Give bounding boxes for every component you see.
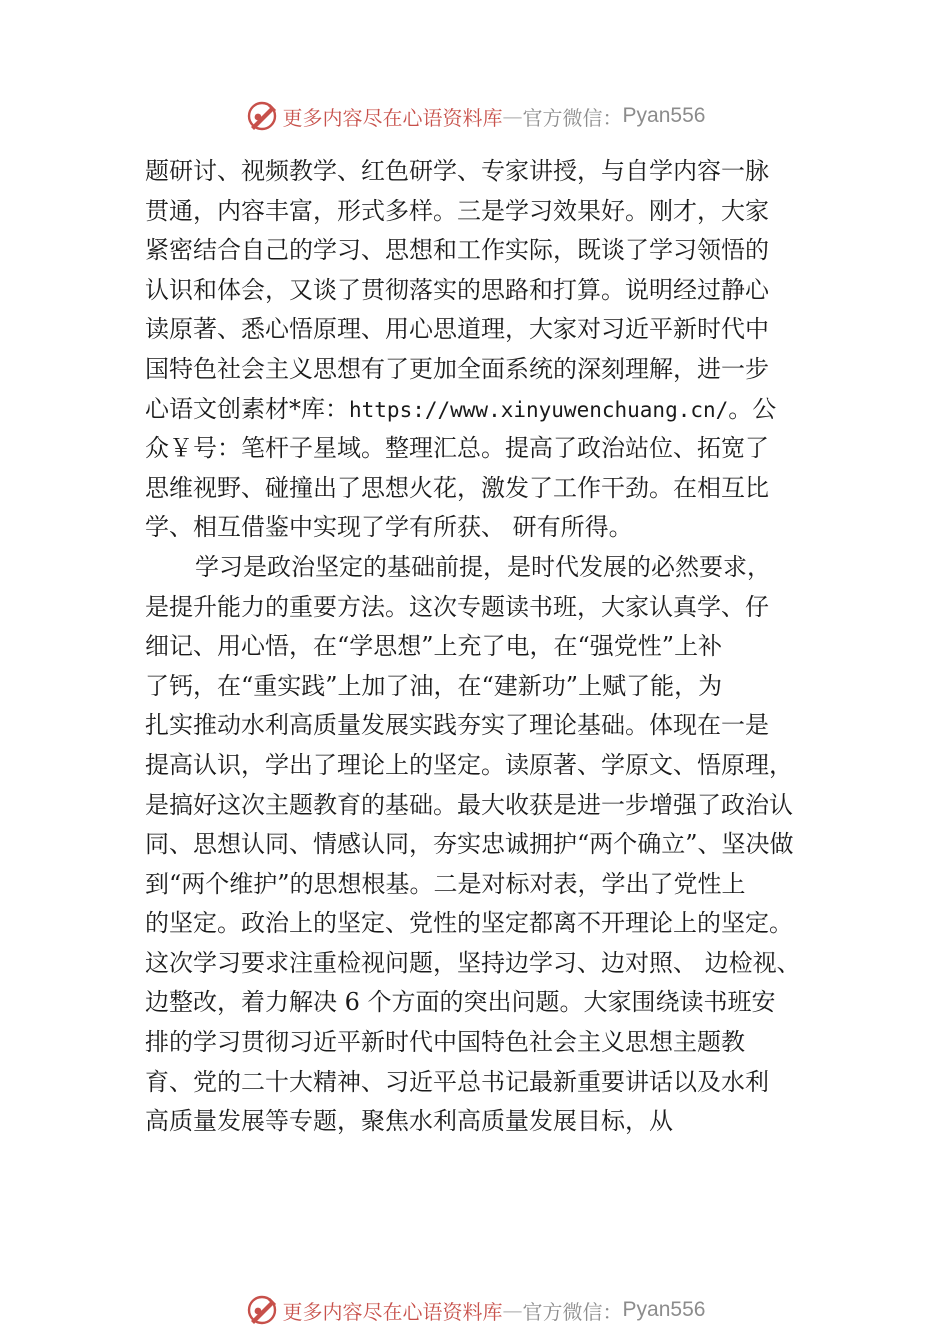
- watermark-wechat-id: Pyan556: [622, 1298, 706, 1321]
- text-line: 是搞好这次主题教育的基础。最大收获是进一步增强了政治认: [145, 790, 793, 819]
- url-prefix: 心语文创素材*库：: [145, 394, 349, 423]
- url-suffix: 。公: [728, 394, 777, 423]
- source-url: https://www.xinyuwenchuang.cn/: [349, 397, 729, 422]
- text-line: 学、相互借鉴中实现了学有所获、 研有所得。: [145, 513, 633, 542]
- text-line: 众￥号：笔杆子星域。整理汇总。提高了政治站位、拓宽了: [145, 434, 769, 463]
- watermark-wechat-label: 官方微信：: [522, 1299, 623, 1324]
- text-line: 到“两个维护”的思想根基。二是对标对表，学出了党性上: [145, 869, 746, 898]
- text-line: 是提升能力的重要方法。这次专题读书班，大家认真学、仔: [145, 592, 769, 621]
- text-line: 育、党的二十大精神、习近平总书记最新重要讲话以及水利: [145, 1067, 769, 1096]
- text-line: 了钙，在“重实践”上加了油，在“建新功”上赋了能，为: [145, 671, 723, 700]
- watermark-separator: —: [502, 1298, 523, 1322]
- pen-seal-icon: [245, 99, 279, 133]
- text-line: 扎实推动水利高质量发展实践夯实了理论基础。体现在一是: [145, 711, 769, 740]
- pen-seal-icon: [245, 1293, 279, 1327]
- text-line: 读原著、悉心悟原理、用心思道理，大家对习近平新时代中: [145, 315, 769, 344]
- watermark-wechat-label: 官方微信：: [522, 105, 623, 130]
- text-line: 排的学习贯彻习近平新时代中国特色社会主义思想主题教: [145, 1028, 745, 1057]
- text-line: 贯通，内容丰富，形式多样。三是学习效果好。刚才，大家: [145, 196, 769, 225]
- watermark-text: 更多内容尽在心语资料库: [282, 1299, 503, 1324]
- text-line: 提高认识，学出了理论上的坚定。读原著、学原文、悟原理，: [145, 750, 793, 779]
- watermark-wechat-id: Pyan556: [622, 104, 706, 127]
- footer-watermark: [0, 1290, 950, 1330]
- text-line: 同、思想认同、情感认同，夯实忠诚拥护“两个确立”、坚决做: [145, 830, 794, 859]
- text-line: 思维视野、碰撞出了思想火花，激发了工作干劲。在相互比: [145, 473, 769, 502]
- text-line: 题研讨、视频教学、红色研学、专家讲授，与自学内容一脉: [145, 157, 769, 185]
- header-watermark: [0, 96, 950, 136]
- text-line: 认识和体会，又谈了贯彻落实的思路和打算。说明经过静心: [145, 275, 769, 304]
- text-line: 细记、用心悟，在“学思想”上充了电，在“强党性”上补: [145, 632, 723, 661]
- text-line: 国特色社会主义思想有了更加全面系统的深刻理解，进一步: [145, 354, 769, 383]
- text-line: 紧密结合自己的学习、思想和工作实际，既谈了学习领悟的: [145, 236, 769, 265]
- watermark-separator: —: [502, 104, 523, 128]
- text-line: 的坚定。政治上的坚定、党性的坚定都离不开理论上的坚定。: [145, 909, 793, 938]
- watermark-text: 更多内容尽在心语资料库: [282, 105, 503, 130]
- text-line: 高质量发展等专题，聚焦水利高质量发展目标，从: [145, 1107, 673, 1136]
- text-line: 这次学习要求注重检视问题，坚持边学习、边对照、 边检视、: [145, 948, 801, 977]
- text-line: 边整改，着力解决 6 个方面的突出问题。大家围绕读书班安: [145, 988, 776, 1017]
- document-body: [145, 152, 825, 1142]
- paragraph-start: 学习是政治坚定的基础前提，是时代发展的必然要求，: [195, 552, 771, 581]
- text-line-with-url: [145, 390, 825, 430]
